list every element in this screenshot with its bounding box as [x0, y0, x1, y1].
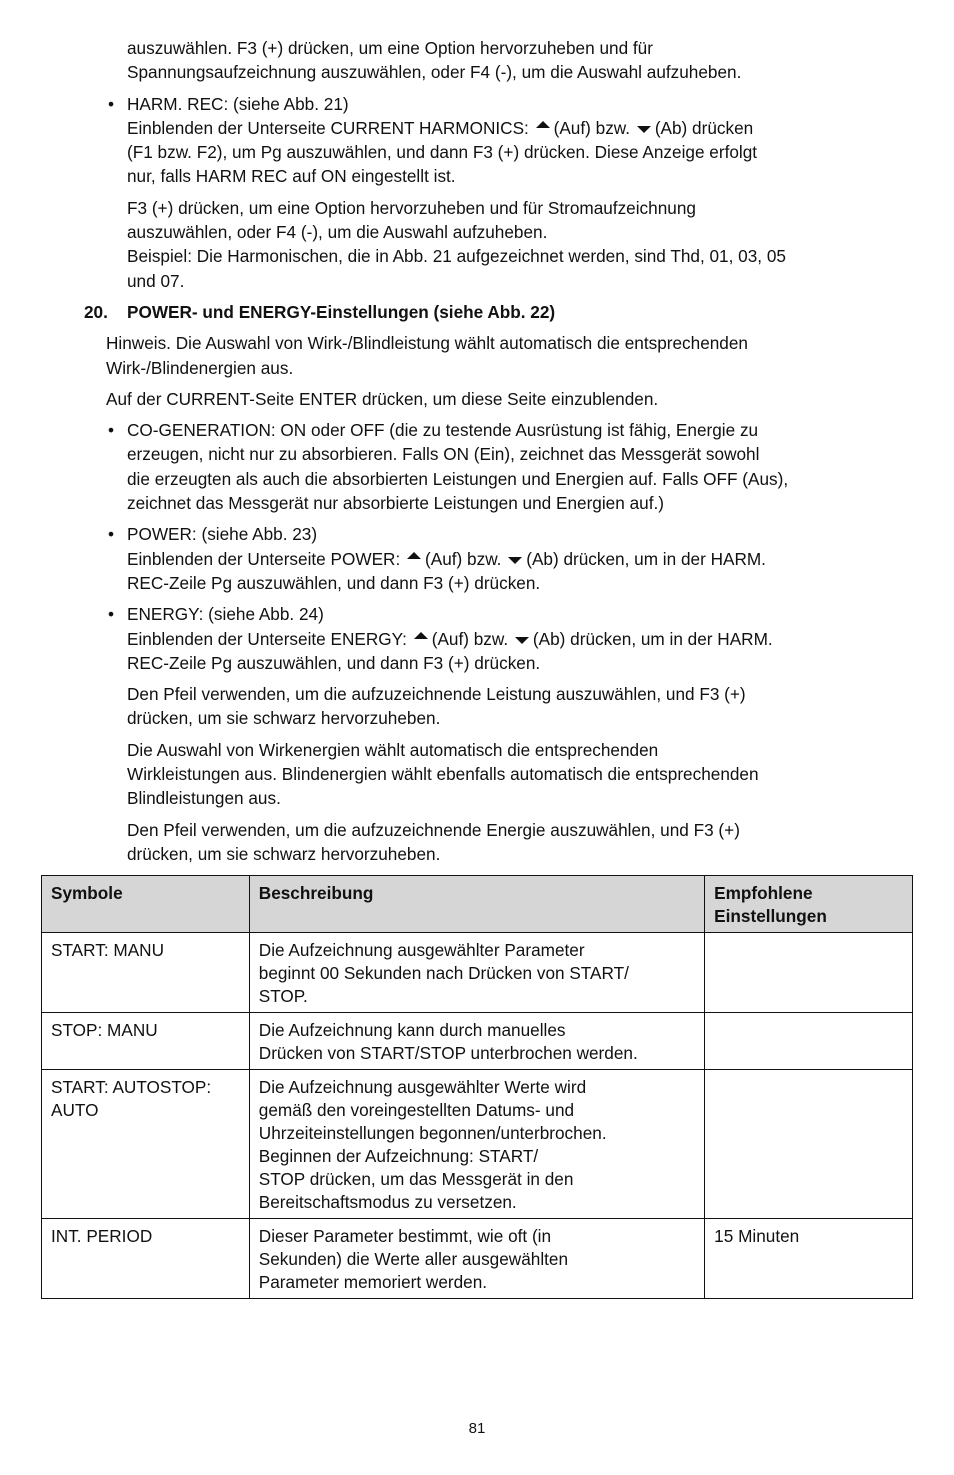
harm-rec-example: Beispiel: Die Harmonischen, die in Abb. 21 aufgezeichnet werden, sind Thd, 01, 03, 05	[127, 246, 786, 267]
description-text: STOP.	[258, 986, 308, 1006]
energy-title: ENERGY: (siehe Abb. 24)	[127, 604, 324, 625]
page-body	[0, 36, 954, 866]
symbol-text: START: MANU	[51, 940, 165, 960]
table-row	[42, 1070, 913, 1219]
symbol-text: START: AUTOSTOP:	[51, 1077, 212, 1097]
symbol-cell	[42, 1070, 250, 1219]
arrow-up-icon	[407, 552, 421, 559]
power-text: REC-Zeile Pg auszuwählen, und dann F3 (+) drücken.	[127, 572, 541, 593]
column-header-symbol: Symbole	[42, 876, 250, 933]
harm-rec-text: (Auf) bzw.	[553, 117, 631, 138]
energy-text: (Auf) bzw.	[431, 628, 509, 649]
description-text: beginnt 00 Sekunden nach Drücken von START/	[258, 963, 629, 983]
table-header-row	[42, 876, 913, 933]
harm-rec-text: nur, falls HARM REC auf ON eingestellt ist.	[127, 166, 456, 187]
table-row	[42, 1013, 913, 1070]
symbol-cell	[42, 1219, 250, 1299]
description-text: STOP drücken, um das Messgerät in den	[258, 1169, 574, 1189]
arrow-down-icon	[515, 637, 529, 644]
power-text: (Ab) drücken, um in der HARM.	[526, 548, 766, 569]
power-item	[127, 522, 910, 595]
energy-text: (Ab) drücken, um in der HARM.	[532, 628, 773, 649]
power-text: Einblenden der Unterseite POWER:	[127, 548, 401, 569]
symbol-text: STOP: MANU	[51, 1020, 158, 1040]
column-header-text: Einstellungen	[714, 906, 827, 926]
description-cell	[249, 1013, 704, 1070]
recommended-cell	[705, 1013, 913, 1070]
hinweis-text: Hinweis. Die Auswahl von Wirk-/Blindleistung wählt automatisch die entsprechenden	[106, 333, 748, 354]
recommended-cell: 15 Minuten	[705, 1219, 913, 1299]
energy-text: drücken, um sie schwarz hervorzuheben.	[127, 708, 441, 729]
energy-text: Den Pfeil verwenden, um die aufzuzeichnende Energie auszuwählen, und F3 (+)	[127, 819, 740, 840]
cogeneration-text: zeichnet das Messgerät nur absorbierte Leistungen und Energien auf.)	[127, 493, 664, 514]
description-text: Dieser Parameter bestimmt, wie oft (in	[258, 1226, 552, 1246]
cogeneration-text: die erzeugten als auch die absorbierten Leistungen und Energien auf. Falls OFF (Aus),	[127, 468, 789, 489]
symbol-text: INT. PERIOD	[51, 1226, 153, 1246]
harm-rec-text: Einblenden der Unterseite CURRENT HARMONICS:	[127, 117, 529, 138]
section-heading	[84, 300, 910, 324]
intro-paragraph	[127, 36, 910, 85]
page-number: 81	[468, 1420, 486, 1437]
hinweis-text: Wirk-/Blindenergien aus.	[106, 357, 294, 378]
description-text: Die Aufzeichnung kann durch manuelles	[258, 1020, 566, 1040]
energy-paragraph-selection	[127, 738, 910, 811]
description-text: Beginnen der Aufzeichnung: START/	[258, 1146, 539, 1166]
section-number: 20.	[84, 301, 108, 322]
description-text: Sekunden) die Werte aller ausgewählten	[258, 1249, 569, 1269]
symbol-cell	[42, 1013, 250, 1070]
intro-line: Spannungsaufzeichnung auszuwählen, oder F4 (-), um die Auswahl aufzuheben.	[127, 62, 742, 83]
section-title: POWER- und ENERGY-Einstellungen (siehe Abb. 22)	[127, 301, 556, 322]
description-text: Uhrzeiteinstellungen begonnen/unterbrochen.	[258, 1123, 607, 1143]
energy-text: drücken, um sie schwarz hervorzuheben.	[127, 843, 441, 864]
arrow-up-icon	[414, 632, 428, 639]
intro-line: auszuwählen. F3 (+) drücken, um eine Option hervorzuheben und für	[127, 38, 653, 58]
energy-text: Wirkleistungen aus. Blindenergien wählt ebenfalls automatisch die entsprechenden	[127, 764, 759, 785]
energy-text: Die Auswahl von Wirkenergien wählt automatisch die entsprechenden	[127, 739, 659, 760]
table-row	[42, 1219, 913, 1299]
description-text: gemäß den voreingestellten Datums- und	[258, 1100, 575, 1120]
energy-text: Blindleistungen aus.	[127, 788, 281, 809]
arrow-down-icon	[508, 557, 522, 564]
harm-rec-text: F3 (+) drücken, um eine Option hervorzuheben und für Stromaufzeichnung	[127, 197, 696, 218]
arrow-down-icon	[637, 126, 651, 133]
table-row	[42, 933, 913, 1013]
description-text: Parameter memoriert werden.	[258, 1272, 488, 1292]
hinweis-paragraph	[106, 331, 910, 380]
harm-rec-item	[127, 92, 910, 189]
harm-rec-text: (F1 bzw. F2), um Pg auszuwählen, und dann F3 (+) drücken. Diese Anzeige erfolgt	[127, 142, 758, 163]
column-header-text: Empfohlene	[714, 883, 813, 903]
power-title: POWER: (siehe Abb. 23)	[127, 524, 318, 545]
cogeneration-text: erzeugen, nicht nur zu absorbieren. Falls ON (Ein), zeichnet das Messgerät sowohl	[127, 444, 760, 465]
harm-rec-example: und 07.	[127, 270, 185, 291]
description-cell	[249, 933, 704, 1013]
description-cell	[249, 1219, 704, 1299]
harm-rec-text: (Ab) drücken	[654, 117, 754, 138]
harm-rec-paragraph	[127, 196, 910, 293]
energy-text: REC-Zeile Pg auszuwählen, und dann F3 (+) drücken.	[127, 652, 541, 673]
arrow-up-icon	[536, 121, 550, 128]
recommended-cell	[705, 1070, 913, 1219]
cogeneration-text: CO-GENERATION: ON oder OFF (die zu testende Ausrüstung ist fähig, Energie zu	[127, 420, 759, 441]
power-text: (Auf) bzw.	[425, 548, 502, 569]
current-page-text: Auf der CURRENT-Seite ENTER drücken, um diese Seite einzublenden.	[106, 388, 659, 409]
cogeneration-item	[127, 418, 910, 515]
description-cell	[249, 1070, 704, 1219]
harm-rec-text: auszuwählen, oder F4 (-), um die Auswahl aufzuheben.	[127, 222, 548, 243]
recommended-cell	[705, 933, 913, 1013]
energy-paragraph-power	[127, 682, 910, 731]
harm-rec-title: HARM. REC: (siehe Abb. 21)	[127, 93, 349, 114]
settings-table	[41, 875, 913, 1299]
column-header-recommended	[705, 876, 913, 933]
energy-paragraph-energy	[127, 818, 910, 867]
symbol-cell	[42, 933, 250, 1013]
description-text: Bereitschaftsmodus zu versetzen.	[258, 1192, 517, 1212]
description-text: Drücken von START/STOP unterbrochen werden.	[258, 1043, 638, 1063]
description-text: Die Aufzeichnung ausgewählter Werte wird	[258, 1077, 587, 1097]
column-header-description: Beschreibung	[249, 876, 704, 933]
energy-text: Einblenden der Unterseite ENERGY:	[127, 628, 407, 649]
current-page-paragraph	[106, 387, 910, 411]
description-text: Die Aufzeichnung ausgewählter Parameter	[258, 940, 585, 960]
symbol-text: AUTO	[51, 1100, 99, 1120]
energy-item	[127, 602, 910, 675]
energy-text: Den Pfeil verwenden, um die aufzuzeichnende Leistung auszuwählen, und F3 (+)	[127, 684, 746, 705]
